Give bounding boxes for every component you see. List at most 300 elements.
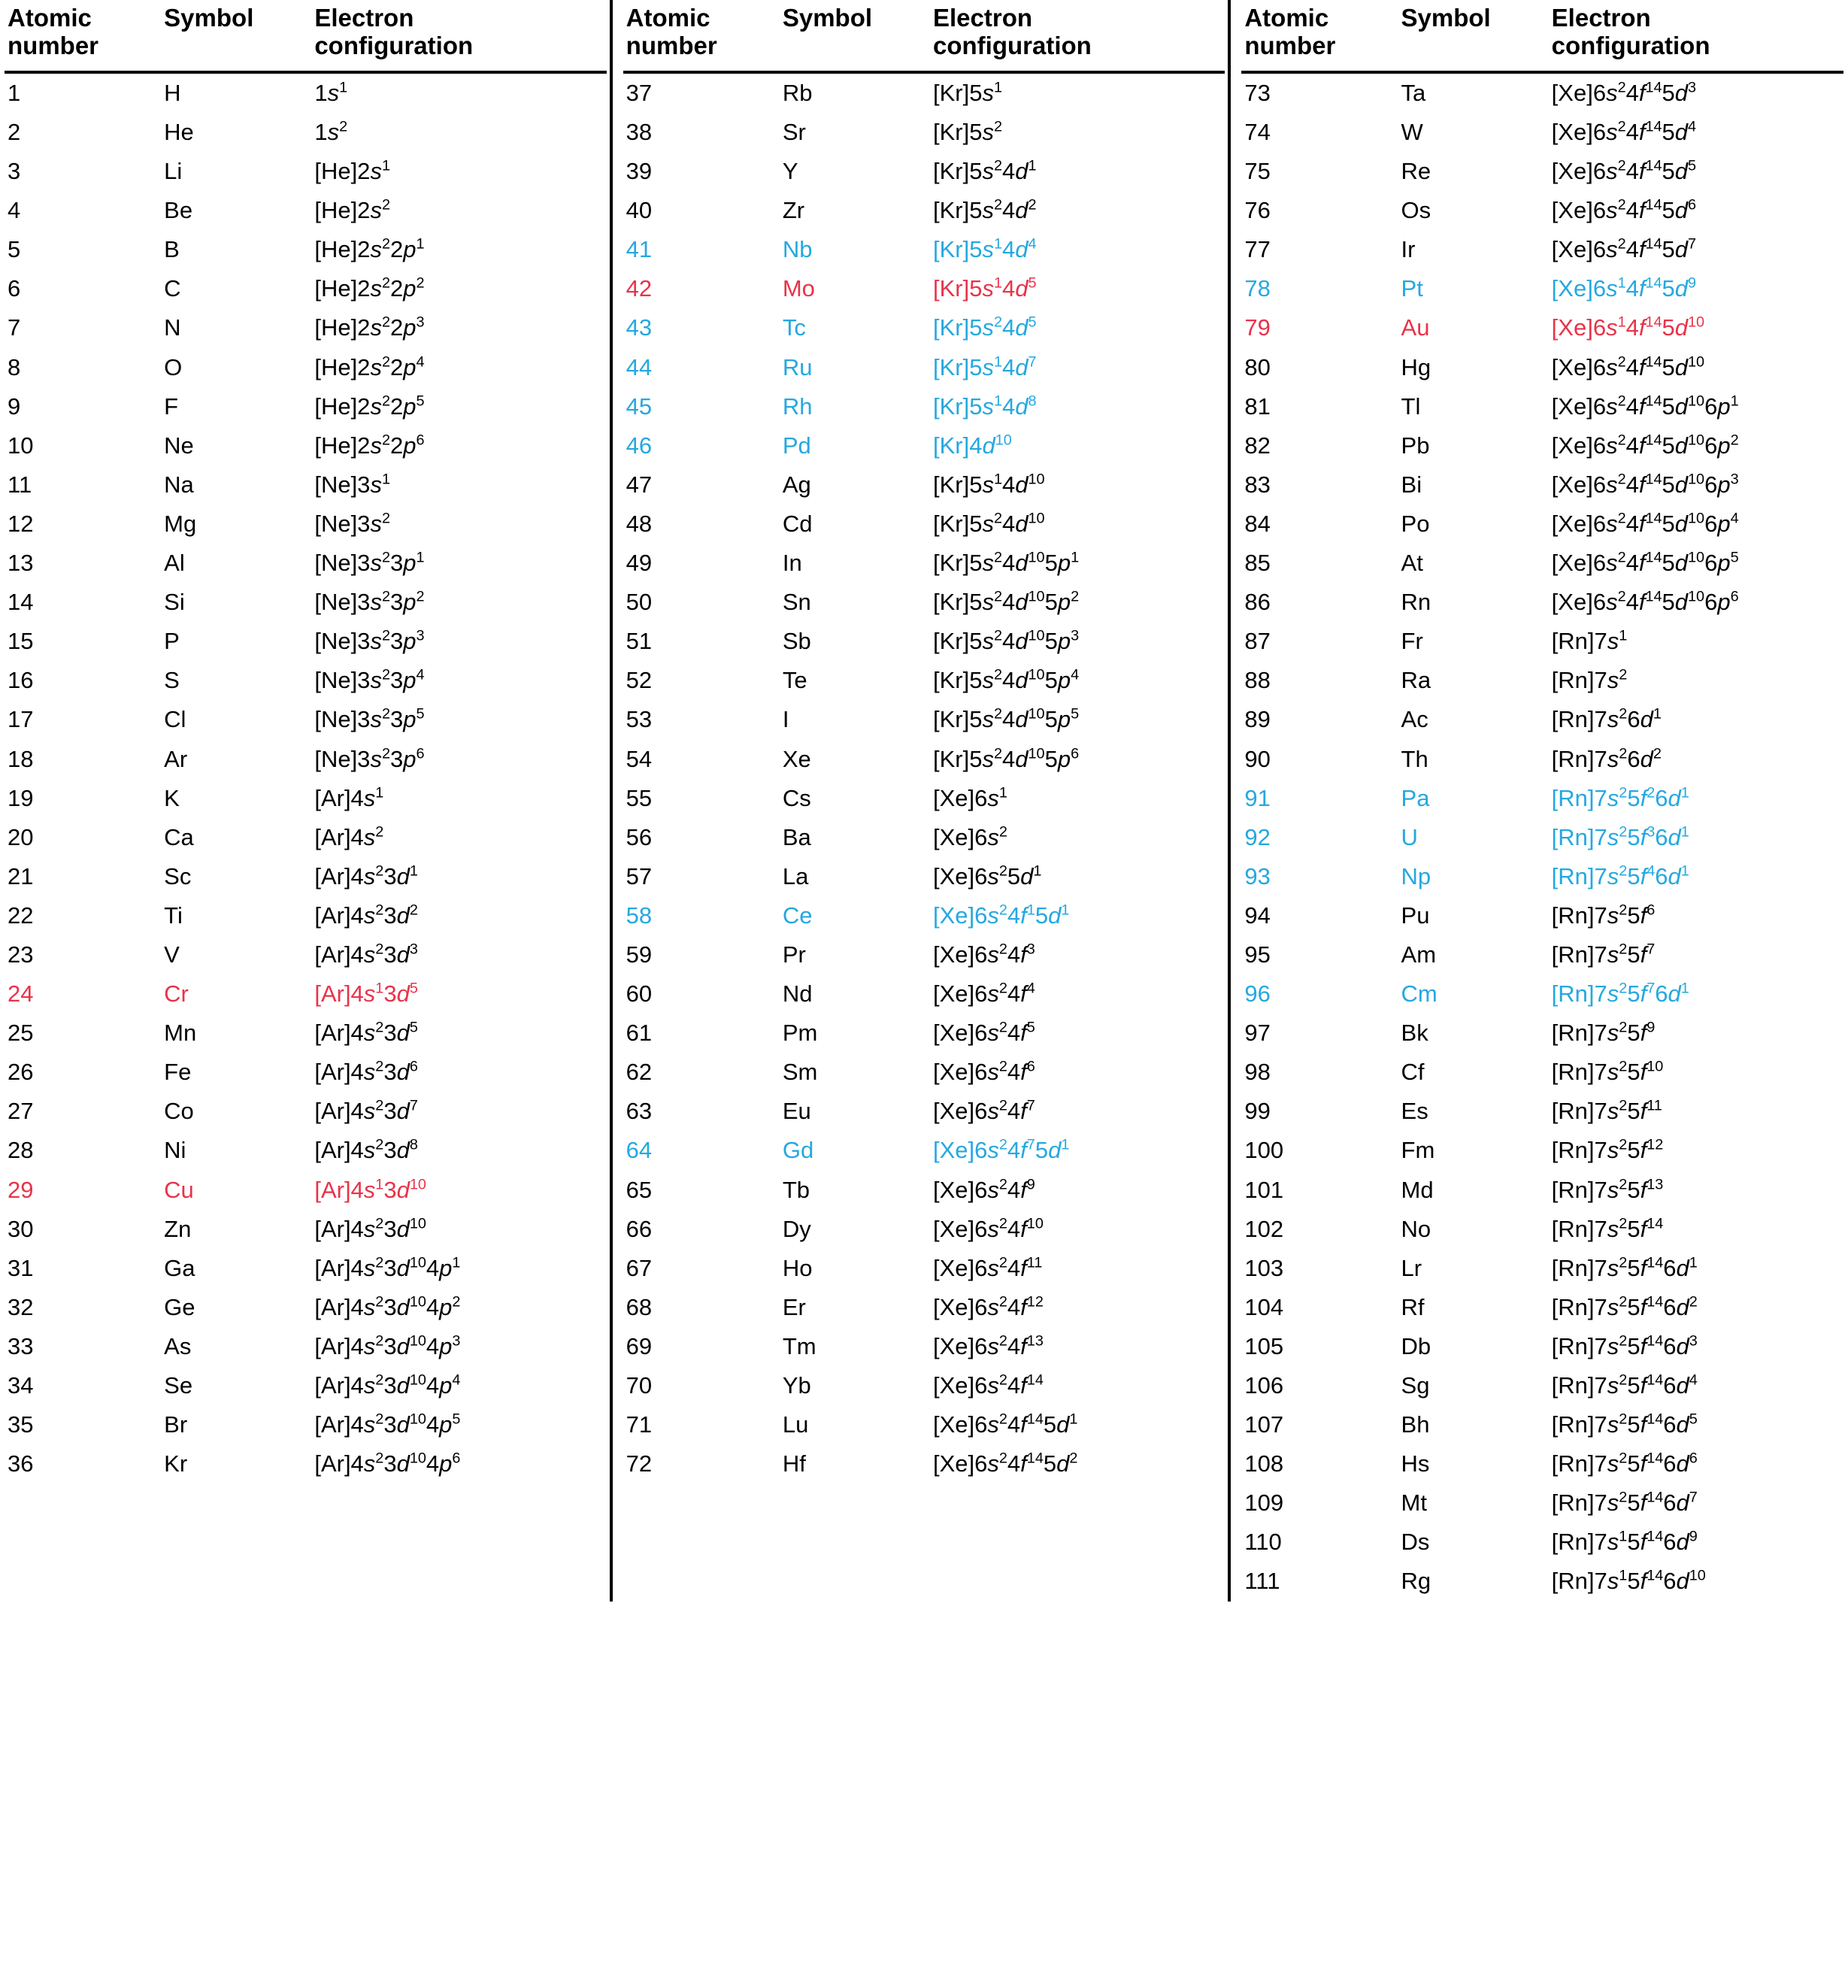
- table-row: [1241, 426, 1843, 465]
- header-atomic-number: [5, 0, 161, 72]
- cell-electron-configuration: $[Xe]6s^24f^{14}5d^3$: [1551, 79, 1697, 106]
- table-header-row: [5, 0, 607, 72]
- cell-atomic-number: 34: [8, 1372, 34, 1399]
- cell-atomic-number: 107: [1244, 1411, 1284, 1438]
- cell-atomic-number: 87: [1244, 628, 1271, 655]
- cell-atomic-number: 97: [1244, 1020, 1271, 1047]
- table-row: [5, 191, 607, 230]
- cell-electron-configuration: $[He]2s^22p^3$: [314, 314, 425, 341]
- table-row: [1241, 1562, 1843, 1601]
- table-body-3: [1241, 72, 1843, 1602]
- cell-atomic-number: 76: [1244, 197, 1271, 224]
- table-row: [5, 544, 607, 583]
- table-row: [623, 779, 1225, 818]
- cell-atomic-number: 23: [8, 941, 34, 968]
- cell-atomic-number: 54: [626, 745, 653, 772]
- table-row: [5, 1327, 607, 1366]
- cell-electron-configuration: $[Xe]6s^24f^{14}5d^{10}6p^2$: [1551, 432, 1739, 459]
- cell-electron-configuration: $[Ar]4s^23d^5$: [314, 1019, 418, 1047]
- cell-electron-configuration: $[Xe]6s^24f^15d^1$: [933, 902, 1070, 929]
- cell-electron-configuration: $[Kr]5s^24d^{10}5p^6$: [933, 745, 1080, 772]
- cell-atomic-number: 8: [8, 353, 21, 380]
- cell-atomic-number: 13: [8, 550, 34, 577]
- cell-atomic-number: 85: [1244, 550, 1271, 577]
- cell-electron-configuration: $[Xe]6s^24f^5$: [933, 1019, 1035, 1047]
- header-electron-configuration-line2: configuration: [314, 31, 474, 59]
- cell-electron-configuration: $[Rn]7s^25f^{14}6d^2$: [1551, 1293, 1698, 1320]
- cell-atomic-number: 99: [1244, 1098, 1271, 1125]
- cell-symbol: Sb: [782, 628, 811, 655]
- cell-atomic-number: 3: [8, 158, 21, 185]
- cell-symbol: Cf: [1401, 1059, 1425, 1086]
- cell-symbol: Al: [164, 550, 185, 577]
- cell-symbol: Pt: [1401, 275, 1423, 302]
- table-row: [1241, 1366, 1843, 1405]
- cell-atomic-number: 50: [626, 589, 653, 616]
- table-row: [623, 583, 1225, 622]
- cell-atomic-number: 60: [626, 980, 653, 1008]
- table-row: [1241, 465, 1843, 505]
- table-row: [5, 661, 607, 700]
- cell-electron-configuration: $[Xe]6s^24f^{14}5d^4$: [1551, 118, 1697, 145]
- cell-atomic-number: 19: [8, 784, 34, 811]
- cell-symbol: Tm: [782, 1332, 816, 1359]
- table-row: [1241, 700, 1843, 739]
- cell-symbol: Cm: [1401, 980, 1438, 1008]
- cell-symbol: Th: [1401, 745, 1428, 772]
- cell-electron-configuration: $[Kr]5s^24d^{10}$: [933, 510, 1045, 537]
- cell-symbol: Sg: [1401, 1372, 1430, 1399]
- cell-symbol: I: [782, 706, 789, 733]
- table-row: [5, 896, 607, 935]
- header-electron-configuration-line1: Electron: [933, 4, 1033, 32]
- cell-atomic-number: 49: [626, 550, 653, 577]
- table-row: [623, 818, 1225, 857]
- cell-symbol: Co: [164, 1098, 194, 1125]
- cell-atomic-number: 1: [8, 79, 21, 106]
- cell-electron-configuration: $[Xe]6s^24f^{14}5d^7$: [1551, 235, 1697, 263]
- cell-electron-configuration: $[Kr]5s^14d^{10}$: [933, 471, 1045, 498]
- table-row: [623, 1327, 1225, 1366]
- cell-symbol: Eu: [782, 1098, 811, 1125]
- cell-atomic-number: 86: [1244, 589, 1271, 616]
- cell-electron-configuration: $[Kr]5s^24d^1$: [933, 157, 1037, 185]
- cell-atomic-number: 28: [8, 1137, 34, 1164]
- cell-atomic-number: 30: [8, 1215, 34, 1242]
- header-electron-configuration-line2: configuration: [1551, 31, 1710, 59]
- table-row: [1241, 779, 1843, 818]
- table-row: [1241, 72, 1843, 113]
- cell-symbol: Tl: [1401, 392, 1421, 420]
- table-row: [5, 740, 607, 779]
- cell-symbol: Sm: [782, 1059, 818, 1086]
- table-row: [1241, 622, 1843, 661]
- table-row: [623, 1171, 1225, 1210]
- cell-atomic-number: 48: [626, 510, 653, 537]
- table-columns: [5, 0, 1843, 1602]
- cell-atomic-number: 56: [626, 823, 653, 850]
- cell-symbol: Kr: [164, 1450, 188, 1477]
- cell-electron-configuration: $[Rn]7s^25f^26d^1$: [1551, 784, 1689, 811]
- cell-atomic-number: 90: [1244, 745, 1271, 772]
- cell-electron-configuration: $[Kr]4d^{10}$: [933, 432, 1012, 459]
- cell-symbol: Na: [164, 471, 194, 498]
- cell-electron-configuration: $[Ne]3s^23p^1$: [314, 549, 425, 577]
- cell-symbol: O: [164, 353, 183, 380]
- table-row: [5, 818, 607, 857]
- cell-atomic-number: 45: [626, 392, 653, 420]
- table-row: [5, 1014, 607, 1053]
- header-symbol: Symbol: [161, 0, 311, 72]
- cell-symbol: V: [164, 941, 180, 968]
- cell-electron-configuration: $[Rn]7s^26d^2$: [1551, 745, 1662, 772]
- cell-electron-configuration: $[Ar]4s^2$: [314, 823, 384, 850]
- cell-electron-configuration: $[Kr]5s^24d^2$: [933, 196, 1037, 224]
- cell-symbol: Rg: [1401, 1568, 1431, 1595]
- cell-symbol: Be: [164, 197, 193, 224]
- cell-atomic-number: 52: [626, 667, 653, 694]
- cell-atomic-number: 11: [8, 471, 32, 498]
- cell-symbol: Dy: [782, 1215, 811, 1242]
- cell-electron-configuration: $[Kr]5s^14d^8$: [933, 392, 1037, 420]
- table-row: [623, 935, 1225, 974]
- cell-symbol: Hf: [782, 1450, 806, 1477]
- electron-configuration-table-1: [5, 0, 607, 1483]
- cell-atomic-number: 36: [8, 1450, 34, 1477]
- cell-atomic-number: 108: [1244, 1450, 1284, 1477]
- cell-atomic-number: 93: [1244, 862, 1271, 889]
- cell-atomic-number: 71: [626, 1411, 653, 1438]
- table-row: [5, 1405, 607, 1444]
- cell-electron-configuration: $[Xe]6s^24f^{14}5d^2$: [933, 1450, 1078, 1477]
- table-row: [1241, 1288, 1843, 1327]
- cell-atomic-number: 95: [1244, 941, 1271, 968]
- cell-symbol: Br: [164, 1411, 188, 1438]
- table-row: [623, 740, 1225, 779]
- cell-atomic-number: 81: [1244, 392, 1271, 420]
- cell-symbol: Rf: [1401, 1293, 1425, 1320]
- cell-symbol: Rb: [782, 79, 813, 106]
- cell-symbol: Ne: [164, 432, 194, 459]
- header-symbol: Symbol: [780, 0, 930, 72]
- cell-symbol: Pd: [782, 432, 811, 459]
- table-row: [5, 152, 607, 191]
- cell-symbol: U: [1401, 823, 1418, 850]
- table-row: [623, 1053, 1225, 1092]
- cell-electron-configuration: $[He]2s^22p^6$: [314, 432, 425, 459]
- cell-atomic-number: 58: [626, 902, 653, 929]
- cell-electron-configuration: $[Xe]6s^24f^{14}5d^{10}6p^6$: [1551, 588, 1739, 616]
- electron-configuration-table-2: [623, 0, 1225, 1483]
- cell-symbol: Lu: [782, 1411, 809, 1438]
- table-row: [623, 426, 1225, 465]
- cell-symbol: Tc: [782, 314, 806, 341]
- table-row: [5, 1210, 607, 1249]
- cell-symbol: Rh: [782, 392, 813, 420]
- cell-electron-configuration: $[Rn]7s^25f^6$: [1551, 902, 1656, 929]
- cell-atomic-number: 109: [1244, 1489, 1284, 1517]
- cell-atomic-number: 12: [8, 510, 34, 537]
- cell-electron-configuration: $[Kr]5s^2$: [933, 118, 1002, 145]
- cell-electron-configuration: $[Kr]5s^24d^{10}5p^1$: [933, 549, 1080, 577]
- cell-electron-configuration: $[Xe]6s^24f^{11}$: [933, 1254, 1043, 1281]
- cell-electron-configuration: $[Rn]7s^25f^{12}$: [1551, 1137, 1664, 1164]
- cell-electron-configuration: $[Rn]7s^25f^36d^1$: [1551, 823, 1689, 850]
- cell-atomic-number: 102: [1244, 1215, 1284, 1242]
- header-electron-configuration-line2: configuration: [933, 31, 1092, 59]
- table-row: [5, 1092, 607, 1131]
- cell-electron-configuration: $[Rn]7s^25f^{14}6d^5$: [1551, 1411, 1698, 1438]
- cell-symbol: Te: [782, 667, 807, 694]
- table-row: [1241, 152, 1843, 191]
- table-row: [1241, 818, 1843, 857]
- cell-symbol: Se: [164, 1372, 193, 1399]
- cell-symbol: Ce: [782, 902, 813, 929]
- table-row: [1241, 387, 1843, 426]
- header-atomic-number-line1: Atomic: [1244, 4, 1329, 32]
- table-row: [5, 622, 607, 661]
- cell-symbol: Mg: [164, 510, 197, 537]
- cell-electron-configuration: $[Ar]4s^23d^{10}4p^2$: [314, 1293, 461, 1320]
- cell-electron-configuration: $[Ar]4s^23d^{10}4p^5$: [314, 1411, 461, 1438]
- table-row: [1241, 269, 1843, 308]
- table-row: [623, 1014, 1225, 1053]
- cell-atomic-number: 104: [1244, 1293, 1284, 1320]
- table-row: [1241, 505, 1843, 544]
- cell-symbol: Ho: [782, 1254, 813, 1281]
- cell-atomic-number: 59: [626, 941, 653, 968]
- cell-electron-configuration: $[Kr]5s^14d^5$: [933, 275, 1037, 302]
- cell-symbol: Mo: [782, 275, 815, 302]
- cell-electron-configuration: $[Ar]4s^13d^5$: [314, 980, 418, 1008]
- table-row: [1241, 1327, 1843, 1366]
- table-row: [623, 113, 1225, 152]
- cell-electron-configuration: $[Xe]6s^24f^{14}5d^{10}$: [1551, 353, 1705, 380]
- cell-electron-configuration: $[He]2s^22p^5$: [314, 392, 425, 420]
- cell-atomic-number: 5: [8, 236, 21, 263]
- cell-electron-configuration: $[Kr]5s^1$: [933, 79, 1002, 106]
- cell-symbol: Cu: [164, 1176, 194, 1203]
- table-row: [1241, 935, 1843, 974]
- cell-symbol: La: [782, 862, 809, 889]
- cell-symbol: No: [1401, 1215, 1431, 1242]
- cell-electron-configuration: $[Ar]4s^23d^3$: [314, 941, 418, 968]
- cell-symbol: In: [782, 550, 802, 577]
- cell-atomic-number: 100: [1244, 1137, 1284, 1164]
- table-row: [623, 269, 1225, 308]
- cell-symbol: Cs: [782, 784, 811, 811]
- header-atomic-number: [623, 0, 780, 72]
- cell-electron-configuration: $[Rn]7s^25f^46d^1$: [1551, 862, 1689, 889]
- table-row: [623, 308, 1225, 347]
- cell-symbol: F: [164, 392, 179, 420]
- cell-symbol: Yb: [782, 1372, 811, 1399]
- cell-electron-configuration: $[Xe]6s^24f^4$: [933, 980, 1035, 1008]
- table-row: [1241, 1014, 1843, 1053]
- table-row: [1241, 1053, 1843, 1092]
- cell-electron-configuration: $[Xe]6s^24f^75d^1$: [933, 1137, 1070, 1164]
- cell-atomic-number: 89: [1244, 706, 1271, 733]
- cell-atomic-number: 91: [1244, 784, 1271, 811]
- table-row: [5, 779, 607, 818]
- cell-symbol: As: [164, 1332, 192, 1359]
- cell-atomic-number: 33: [8, 1332, 34, 1359]
- cell-electron-configuration: $[Xe]6s^24f^{13}$: [933, 1332, 1044, 1359]
- table-row: [623, 72, 1225, 113]
- cell-electron-configuration: $[Xe]6s^24f^{14}5d^{10}6p^5$: [1551, 549, 1739, 577]
- cell-electron-configuration: $[Ne]3s^23p^3$: [314, 627, 425, 655]
- cell-symbol: Ag: [782, 471, 811, 498]
- cell-symbol: Pb: [1401, 432, 1430, 459]
- table-row: [1241, 1210, 1843, 1249]
- table-row: [5, 1249, 607, 1288]
- cell-symbol: Sr: [782, 119, 806, 145]
- cell-atomic-number: 14: [8, 589, 34, 616]
- cell-atomic-number: 72: [626, 1450, 653, 1477]
- table-row: [5, 1288, 607, 1327]
- cell-electron-configuration: $[Ar]4s^23d^6$: [314, 1058, 418, 1086]
- cell-electron-configuration: $[Xe]6s^14f^{14}5d^9$: [1551, 275, 1697, 302]
- header-atomic-number: [1241, 0, 1398, 72]
- cell-electron-configuration: $[Ar]4s^23d^{10}4p^3$: [314, 1332, 461, 1359]
- cell-symbol: B: [164, 236, 180, 263]
- cell-symbol: Am: [1401, 941, 1437, 968]
- cell-atomic-number: 73: [1244, 79, 1271, 106]
- cell-atomic-number: 7: [8, 314, 21, 341]
- cell-electron-configuration: $[He]2s^2$: [314, 196, 390, 224]
- cell-symbol: Nb: [782, 236, 813, 263]
- cell-atomic-number: 101: [1244, 1176, 1284, 1203]
- cell-symbol: Po: [1401, 510, 1430, 537]
- cell-electron-configuration: $[Ar]4s^13d^{10}$: [314, 1176, 426, 1203]
- table-row: [5, 583, 607, 622]
- cell-symbol: Fr: [1401, 628, 1423, 655]
- cell-symbol: Sn: [782, 589, 811, 616]
- cell-atomic-number: 20: [8, 823, 34, 850]
- cell-electron-configuration: $[Rn]7s^25f^{11}$: [1551, 1098, 1662, 1125]
- electron-configuration-table-3: [1241, 0, 1843, 1602]
- cell-symbol: Cd: [782, 510, 813, 537]
- cell-electron-configuration: $[Rn]7s^25f^{14}6d^1$: [1551, 1254, 1698, 1281]
- cell-atomic-number: 51: [626, 628, 653, 655]
- cell-electron-configuration: $[Ar]4s^23d^{10}$: [314, 1215, 426, 1242]
- cell-electron-configuration: $[He]2s^1$: [314, 157, 390, 185]
- table-row: [623, 465, 1225, 505]
- cell-atomic-number: 88: [1244, 667, 1271, 694]
- cell-symbol: Fe: [164, 1059, 192, 1086]
- cell-electron-configuration: $[Ar]4s^23d^{10}4p^6$: [314, 1450, 461, 1477]
- cell-atomic-number: 6: [8, 275, 21, 302]
- cell-symbol: Bk: [1401, 1020, 1428, 1047]
- table-row: [623, 1288, 1225, 1327]
- cell-symbol: Db: [1401, 1332, 1431, 1359]
- cell-atomic-number: 83: [1244, 471, 1271, 498]
- cell-atomic-number: 53: [626, 706, 653, 733]
- cell-electron-configuration: $[Rn]7s^25f^{14}6d^6$: [1551, 1450, 1698, 1477]
- cell-atomic-number: 17: [8, 706, 34, 733]
- table-row: [623, 387, 1225, 426]
- table-row: [1241, 1092, 1843, 1131]
- table-row: [1241, 896, 1843, 935]
- cell-symbol: Ir: [1401, 236, 1416, 263]
- cell-symbol: N: [164, 314, 181, 341]
- cell-atomic-number: 92: [1244, 823, 1271, 850]
- cell-electron-configuration: $[Rn]7s^1$: [1551, 627, 1628, 655]
- table-body-2: [623, 72, 1225, 1483]
- cell-electron-configuration: $[Kr]5s^24d^{10}5p^5$: [933, 706, 1080, 733]
- table-row: [1241, 191, 1843, 230]
- cell-atomic-number: 69: [626, 1332, 653, 1359]
- cell-symbol: P: [164, 628, 180, 655]
- table-row: [623, 1131, 1225, 1170]
- table-row: [623, 348, 1225, 387]
- table-row: [5, 974, 607, 1014]
- cell-electron-configuration: $[Kr]5s^24d^5$: [933, 314, 1037, 341]
- cell-symbol: At: [1401, 550, 1423, 577]
- cell-atomic-number: 80: [1244, 353, 1271, 380]
- cell-electron-configuration: $[Ne]3s^23p^5$: [314, 706, 425, 733]
- cell-symbol: Es: [1401, 1098, 1428, 1125]
- cell-atomic-number: 16: [8, 667, 34, 694]
- cell-electron-configuration: $[Rn]7s^25f^{14}6d^4$: [1551, 1371, 1698, 1399]
- table-row: [623, 896, 1225, 935]
- cell-atomic-number: 84: [1244, 510, 1271, 537]
- table-row: [623, 191, 1225, 230]
- cell-electron-configuration: $[Xe]6s^24f^9$: [933, 1176, 1035, 1203]
- cell-electron-configuration: $[Xe]6s^24f^{14}5d^{10}6p^1$: [1551, 392, 1739, 420]
- cell-electron-configuration: $[Rn]7s^25f^{13}$: [1551, 1176, 1664, 1203]
- table-row: [1241, 974, 1843, 1014]
- cell-atomic-number: 31: [8, 1254, 34, 1281]
- cell-atomic-number: 55: [626, 784, 653, 811]
- cell-electron-configuration: $1s^2$: [314, 118, 348, 145]
- cell-electron-configuration: $[Kr]5s^14d^7$: [933, 353, 1037, 380]
- cell-atomic-number: 4: [8, 197, 21, 224]
- cell-electron-configuration: $[Rn]7s^25f^{10}$: [1551, 1058, 1664, 1086]
- cell-symbol: Ti: [164, 902, 183, 929]
- cell-electron-configuration: $[Rn]7s^25f^{14}6d^7$: [1551, 1489, 1698, 1517]
- cell-electron-configuration: $[Ar]4s^23d^7$: [314, 1098, 418, 1125]
- table-row: [5, 1171, 607, 1210]
- cell-electron-configuration: $[He]2s^22p^1$: [314, 235, 425, 263]
- cell-symbol: Hg: [1401, 353, 1431, 380]
- cell-electron-configuration: $[Rn]7s^25f^76d^1$: [1551, 980, 1689, 1008]
- table-row: [1241, 1131, 1843, 1170]
- table-row: [623, 700, 1225, 739]
- table-row: [5, 1444, 607, 1483]
- cell-electron-configuration: $[Xe]6s^25d^1$: [933, 862, 1042, 889]
- cell-electron-configuration: $[Rn]7s^25f^{14}$: [1551, 1215, 1664, 1242]
- cell-symbol: Ar: [164, 745, 188, 772]
- table-row: [1241, 230, 1843, 269]
- cell-symbol: Y: [782, 158, 798, 185]
- cell-electron-configuration: $[Ar]4s^23d^{10}4p^1$: [314, 1254, 461, 1281]
- table-column-2: [610, 0, 1225, 1602]
- cell-atomic-number: 40: [626, 197, 653, 224]
- cell-atomic-number: 79: [1244, 314, 1271, 341]
- cell-symbol: Ds: [1401, 1529, 1430, 1556]
- cell-atomic-number: 25: [8, 1020, 34, 1047]
- table-row: [623, 622, 1225, 661]
- cell-symbol: Zn: [164, 1215, 192, 1242]
- cell-symbol: He: [164, 119, 194, 145]
- table-row: [5, 348, 607, 387]
- cell-electron-configuration: $[Ne]3s^23p^4$: [314, 666, 425, 694]
- cell-symbol: Ca: [164, 823, 194, 850]
- cell-atomic-number: 26: [8, 1059, 34, 1086]
- table-row: [623, 505, 1225, 544]
- cell-atomic-number: 32: [8, 1293, 34, 1320]
